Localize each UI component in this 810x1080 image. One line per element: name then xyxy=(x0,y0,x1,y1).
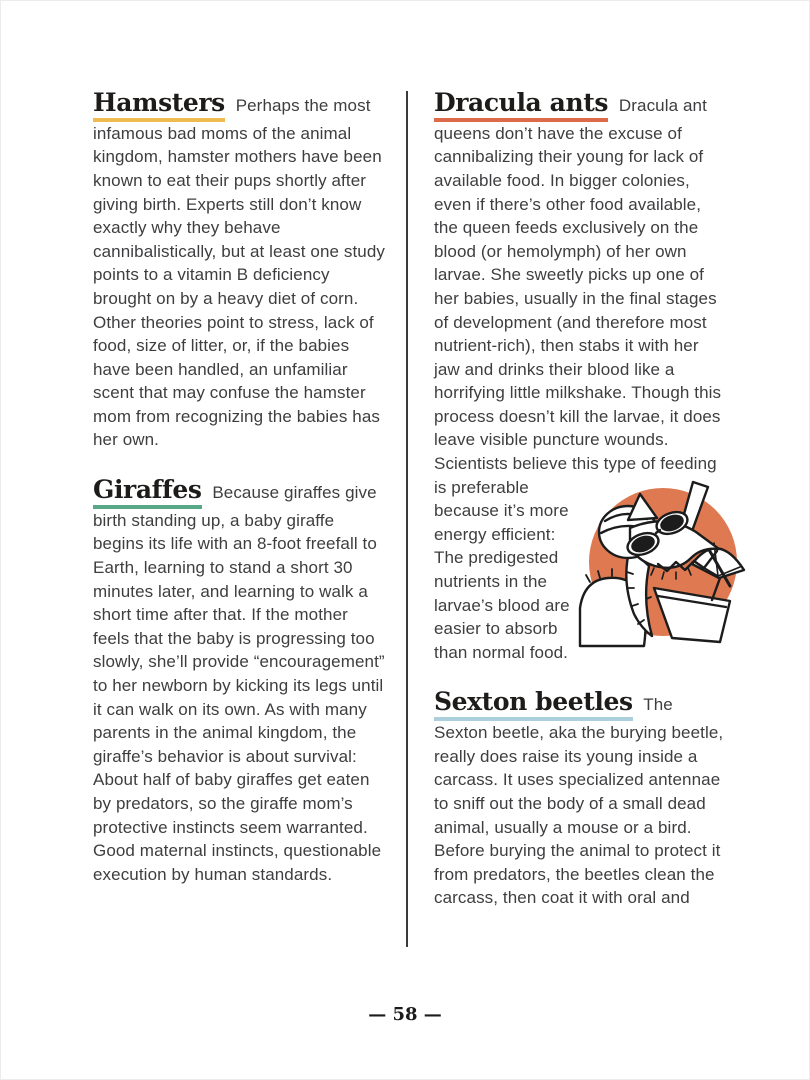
dracula-ants-paragraph-wrap xyxy=(434,452,726,664)
hamsters-paragraph xyxy=(93,88,386,452)
sexton-beetles-paragraph xyxy=(434,687,726,910)
dracula-ant-cocktail-illustration xyxy=(584,488,742,646)
ant-drinking-icon xyxy=(584,488,742,646)
sexton-beetles-section xyxy=(434,687,726,910)
giraffes-body: Because giraffes give birth standing up, a baby giraffe begins its life with an 8-foot freefall to Earth, learning to stand a short 30 minutes later, and learning to walk a short time after that. If the mother feels that the baby is progressing too slowly, she’ll provide “encouragement” to her newborn by kicking its legs until it can walk on its own. As with many parents in the animal kingdom, the giraffe’s behavior is about survival: About half of baby giraffes get eaten by predators, so the giraffe mom’s protective instincts seem warranted. Good maternal instincts, questionable execution by human standards. xyxy=(93,483,385,884)
right-column xyxy=(434,88,726,910)
dracula-ants-body-wrapped: Scientists believe this type of feeding is preferable because it’s more energy efficient: The predigested nutrients in the larvae’s blood are easier to absorb than normal food. xyxy=(434,454,717,662)
column-divider-rule xyxy=(406,91,408,947)
sexton-beetles-heading: Sexton beetles xyxy=(434,690,633,721)
left-column xyxy=(93,88,386,886)
giraffes-heading: Giraffes xyxy=(93,478,202,509)
hamsters-section xyxy=(93,88,386,452)
page-content xyxy=(93,88,726,947)
dracula-ants-paragraph xyxy=(434,88,726,452)
giraffes-section xyxy=(93,475,385,886)
dracula-ants-heading: Dracula ants xyxy=(434,91,608,122)
page-number: — 58 — xyxy=(368,1004,442,1025)
giraffes-paragraph xyxy=(93,475,385,886)
sexton-beetles-body: The Sexton beetle, aka the burying beetle, really does raise its young inside a carcass. It uses specialized antennae to sniff out the body of a small dead animal, usually a mouse or a bird. Before burying the animal to protect it from predators, the beetles clean the carcass, then coat it with oral and xyxy=(434,695,724,908)
dracula-ants-section xyxy=(434,88,726,664)
hamsters-heading: Hamsters xyxy=(93,91,225,122)
dracula-ants-body: Dracula ant queens don’t have the excuse of cannibalizing their young for lack of available food. In bigger colonies, even if there’s other food available, the queen feeds exclusively on the blood (or hemolymph) of her own larvae. She sweetly picks up one of her babies, usually in the final stages of development (and therefore most nutrient-rich), then stabs it with her jaw and drinks their blood like a horrifying little milkshake. Though this process doesn’t kill the larvae, it does leave visible puncture wounds. xyxy=(434,96,722,450)
hamsters-body: Perhaps the most infamous bad moms of the animal kingdom, hamster mothers have been known to eat their pups shortly after giving birth. Experts still don’t know exactly why they behave cannibalistically, but at least one study points to a vitamin B deficiency brought on by a heavy diet of corn. Other theories point to stress, lack of food, size of litter, or, if the babies have been handled, an unfamiliar scent that may confuse the hamster mom from recognizing the babies has her own. xyxy=(93,96,386,450)
